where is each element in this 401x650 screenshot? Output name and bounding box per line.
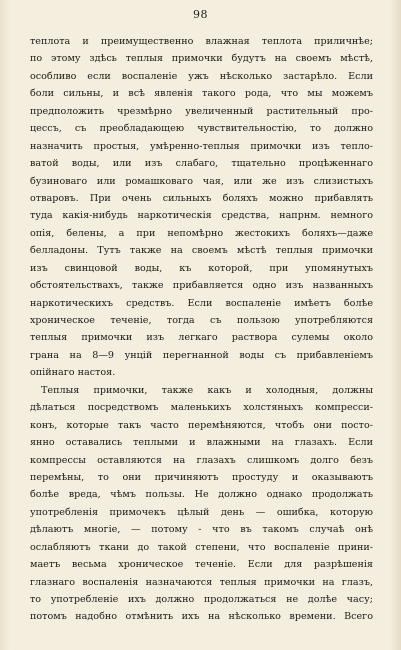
text-line: отваровъ. При очень сильныхъ боляхъ можно прибавлять: [30, 192, 373, 204]
text-line: янно оставались теплыми и влажными на глазахъ. Если: [30, 437, 373, 449]
text-line: Теплыя примочки, также какъ и холодныя, должны: [41, 384, 373, 396]
text-line: употребленія примочекъ цѣлый день — ошибка, которую: [30, 506, 373, 518]
text-line: компрессы оставляются на глазахъ слишкомъ долго безъ: [30, 454, 373, 466]
text-line: то употребленіе ихъ должно продолжаться не долѣе часу;: [30, 594, 373, 605]
text-line: теплыя примочки изъ легкаго раствора сулемы около: [30, 332, 373, 344]
text-line: ватой воды, или изъ слабаго, тщательно процѣженнаго: [30, 158, 373, 170]
body-text: [30, 33, 373, 626]
text-line: теплота и преимущественно влажная теплота приличнѣе;: [30, 36, 373, 47]
text-line: бузиноваго или ромашковаго чая, или же изъ слизистыхъ: [30, 175, 373, 187]
text-line: изъ свинцовой воды, къ которой, при упомянутыхъ: [30, 262, 373, 274]
text-line: хроническое теченіе, тогда съ пользою употребляются: [30, 315, 373, 326]
text-line: предположить чрезмѣрно увеличенный растительный про-: [30, 105, 373, 117]
text-line: маетъ весьма хроническое теченіе. Если для разрѣшенія: [30, 559, 373, 571]
text-line: белладоны. Тутъ также на своемъ мѣстѣ теплыя примочки: [30, 245, 373, 257]
text-line: дѣлаютъ многіе, — потому - что въ такомъ случаѣ онѣ: [30, 524, 373, 536]
text-line: потомъ надобно отмѣнить ихъ на нѣсколько времени. Всего: [30, 611, 373, 623]
text-line: боли сильны, и всѣ явленія такого рода, что мы можемъ: [30, 88, 373, 100]
text-line: перемѣны, то они причиняютъ простуду и оказываютъ: [30, 471, 373, 483]
page-number: 98: [193, 8, 208, 21]
text-line: назначить простыя, умѣренно-теплыя примочки изъ тепло-: [30, 140, 373, 152]
text-line: болѣе вреда, чѣмъ пользы. Не должно однако продолжать: [30, 489, 373, 501]
text-line: по этому здѣсь теплыя примочки будутъ на своемъ мѣстѣ,: [30, 53, 373, 65]
text-line: туда какія-нибудь наркотическія средства, напрнм. немного: [30, 210, 373, 222]
text-line: грана на 8—9 унцій перегнанной воды съ прибавленіемъ: [30, 349, 373, 361]
text-line: ослабляютъ ткани до такой степени, что воспаленіе прини-: [30, 541, 373, 553]
text-line: глазнаго воспаленія назначаются теплыя примочки на глазъ,: [30, 576, 373, 588]
text-line: особливо если воспаленіе ужъ нѣсколько застарѣло. Если: [30, 70, 373, 82]
text-line: конъ, которые такъ часто перемѣняются, чтобъ они посто-: [30, 419, 373, 431]
text-line: дѣлаться посредствомъ маленькихъ холстяныхъ компресси-: [30, 402, 373, 414]
text-line: наркотическихъ средствъ. Если воспаленіе имѣетъ болѣе: [30, 297, 373, 309]
text-line: опія, белены, а при непомѣрно жестокихъ боляхъ—даже: [30, 227, 373, 239]
text-line: обстоятельствахъ, также прибавляется одно изъ названныхъ: [30, 280, 373, 292]
text-line: опійнаго настоя.: [30, 367, 116, 379]
text-line: цессъ, съ преобладающею чувствительностію, то должно: [30, 123, 373, 135]
